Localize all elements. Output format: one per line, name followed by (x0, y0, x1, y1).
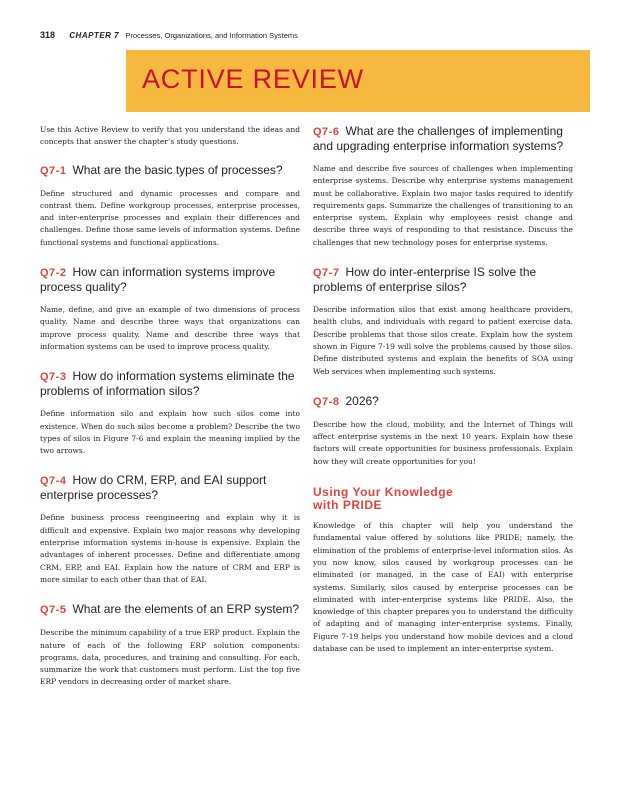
page-title: ACTIVE REVIEW (142, 64, 364, 94)
question-number: Q7-7 (313, 267, 340, 280)
question-number: Q7-2 (40, 267, 67, 280)
question-body: Describe how the cloud, mobility, and the Internet of Things will affect enterprise systems in the next 10 years. Explain how these factors will create opportunities for business professionals. Explain how they will create opportunities for you! (313, 419, 573, 466)
question-body: Describe information silos that exist among healthcare providers, health clubs, and individuals with regard to patient exercise data. Describe problems that those silos create. Explain how the system shown in Figure 7-19 will solve the problems caused by those silos. Define distributed systems and explain the benefits of SOA using Web services when implementing such systems. (313, 305, 573, 376)
question-number: Q7-4 (40, 475, 67, 488)
question-title: 2026? (345, 393, 379, 408)
right-column (313, 124, 573, 655)
question-title: What are the elements of an ERP system? (72, 602, 300, 617)
question-number: Q7-3 (40, 371, 67, 384)
question-heading (313, 394, 573, 409)
question-heading (40, 163, 300, 178)
question-title: What are the challenges of implementing and upgrading enterprise information systems? (313, 124, 564, 153)
pride-heading-line-2: with PRIDE (313, 498, 383, 513)
question-body: Name and describe five sources of challenges when implementing enterprise systems. Describe why enterprise systems management must be collaborative. Explain two major tasks required to identify requirements gaps. Summarize the challenges of transitioning to an enterprise system. Explain why employees resist change and describe three ways of responding to that resistance. Discuss the challenges that new technology poses for enterprise systems. (313, 164, 573, 247)
question-heading (313, 124, 573, 153)
left-column (40, 124, 300, 689)
question-heading (40, 265, 300, 294)
question-heading (40, 602, 300, 617)
chapter-label: CHAPTER 7 (69, 31, 120, 40)
question-heading (40, 473, 300, 502)
question-number: Q7-5 (40, 604, 67, 617)
question-number: Q7-1 (40, 164, 67, 177)
question-title: How do inter-enterprise IS solve the problems of enterprise silos? (313, 265, 537, 295)
question-body: Name, define, and give an example of two dimensions of process quality. Name and describe three ways that organizations can improve process quality. Name and describe three ways that information systems can be used to improve process quality. (40, 305, 300, 351)
question-title: How can information systems improve process quality? (40, 265, 276, 295)
question-number: Q7-8 (313, 395, 340, 408)
intro-paragraph: Use this Active Review to verify that you understand the ideas and concepts that answer the chapter’s study questions. (40, 125, 300, 147)
question-body: Define structured and dynamic processes and compare and contrast them. Define workgroup processes, enterprise processes, and inter-enterprise processes and explain their differences and challenges. Define those same levels of information systems. Define functional systems and functional applications. (40, 188, 300, 247)
question-title: How do information systems eliminate the problems of information silos? (40, 369, 295, 399)
question-number: Q7-6 (313, 126, 340, 138)
pride-heading-line-1: Using Your Knowledge (313, 485, 454, 500)
question-heading (313, 265, 573, 294)
pride-body: Knowledge of this chapter will help you understand the fundamental value offered by solutions like PRIDE; namely, the elimination of the problems of enterprise-level information silos. As you now know, silos caused by workgroup processes can be eliminated (or managed, in the case of EAI) with enterprise systems. Similarly, silos caused by enterprise processes can be eliminated with inter-enterprise systems like PRIDE. Also, the knowledge of this chapter prepares you to understand the difficulty of adapting and of managing inter-enterprise systems. Finally, Figure 7-19 helps you understand how mobile devices and a cloud database can be used to implement an inter-enterprise system. (313, 521, 573, 654)
question-body: Describe the minimum capability of a true ERP product. Explain the nature of each of the following ERP solution components: programs, data, procedures, and training and consulting. For each, summarize the work that customers must perform. List the top five ERP vendors in decreasing order of market share. (40, 628, 300, 687)
question-title: What are the basic types of processes? (72, 162, 283, 177)
question-body: Define information silo and explain how such silos come into existence. When do such silos become a problem? Describe the two types of silos in Figure 7-6 and explain the meaning implied by the two arrows. (40, 409, 300, 456)
pride-heading (313, 486, 573, 512)
question-body: Define business process reengineering and explain why it is difficult and expensive. Explain two major reasons why developing enterprise information systems in-house is expensive. Explain the advantages of inherent processes. Define and differentiate among CRM, ERP, and EAI. Explain how the nature of CRM and ERP is more similar to each other than that of EAI. (40, 513, 300, 584)
running-header (40, 30, 298, 40)
question-heading (40, 369, 300, 398)
page-number: 318 (40, 30, 56, 40)
chapter-title: Processes, Organizations, and Information Systems (125, 31, 298, 40)
question-title: How do CRM, ERP, and EAI support enterprise processes? (40, 473, 267, 503)
